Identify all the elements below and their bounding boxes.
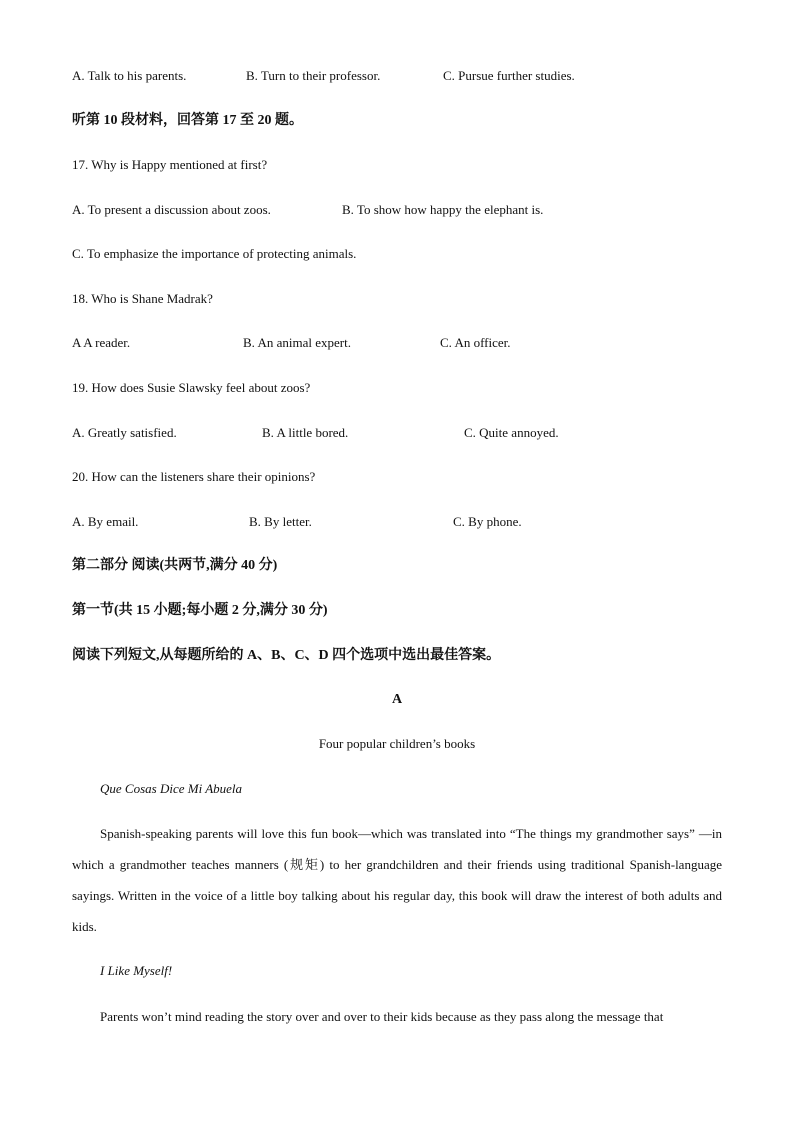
q18-option-a: A A reader.: [72, 335, 131, 350]
q17-option-c: C. To emphasize the importance of protecting animals.: [72, 246, 357, 261]
q16-option-b: B. Turn to their professor.: [246, 68, 381, 83]
section10-heading: 听第 10 段材料，回答第 17 至 20 题。: [72, 113, 303, 128]
q16-option-c: C. Pursue further studies.: [443, 68, 575, 83]
q20-question: 20. How can the listeners share their opinions?: [72, 469, 316, 484]
book2-paragraph: Parents won’t mind reading the story over and over to their kids because as they pass along the message that: [100, 1009, 664, 1024]
q19-question: 19. How does Susie Slawsky feel about zoos?: [72, 380, 311, 395]
reading-instruction: 阅读下列短文,从每题所给的 A、B、C、D 四个选项中选出最佳答案。: [72, 648, 501, 663]
q17-question: 17. Why is Happy mentioned at first?: [72, 157, 268, 172]
q19-option-a: A. Greatly satisfied.: [72, 425, 177, 440]
q20-option-a: A. By email.: [72, 514, 139, 529]
book1-paragraph: Spanish-speaking parents will love this fun book—which was translated into “The things my grandmother says” —in which a grandmother teaches manners (规矩) to her grandchildren and their friends using traditional Spanish-language sayings. Written in the voice of a little boy talking about his regular day, this book will draw the interest of both adults and kids.: [72, 826, 722, 934]
book2-title: I Like Myself!: [100, 963, 173, 978]
passage-title: Four popular children’s books: [318, 736, 476, 751]
passage-letter: A: [391, 692, 403, 707]
q17-option-b: B. To show how happy the elephant is.: [342, 202, 544, 217]
section1-heading: 第一节(共 15 小题;每小题 2 分,满分 30 分): [72, 603, 328, 618]
q18-option-c: C. An officer.: [440, 335, 511, 350]
part2-heading: 第二部分 阅读(共两节,满分 40 分): [72, 558, 278, 573]
book1-title: Que Cosas Dice Mi Abuela: [100, 781, 243, 796]
q19-option-b: B. A little bored.: [262, 425, 349, 440]
q18-option-b: B. An animal expert.: [243, 335, 351, 350]
q17-option-a: A. To present a discussion about zoos.: [72, 202, 271, 217]
q19-option-c: C. Quite annoyed.: [464, 425, 559, 440]
q16-option-a: A. Talk to his parents.: [72, 68, 187, 83]
q18-question: 18. Who is Shane Madrak?: [72, 291, 213, 306]
q20-option-c: C. By phone.: [453, 514, 522, 529]
q20-option-b: B. By letter.: [249, 514, 312, 529]
